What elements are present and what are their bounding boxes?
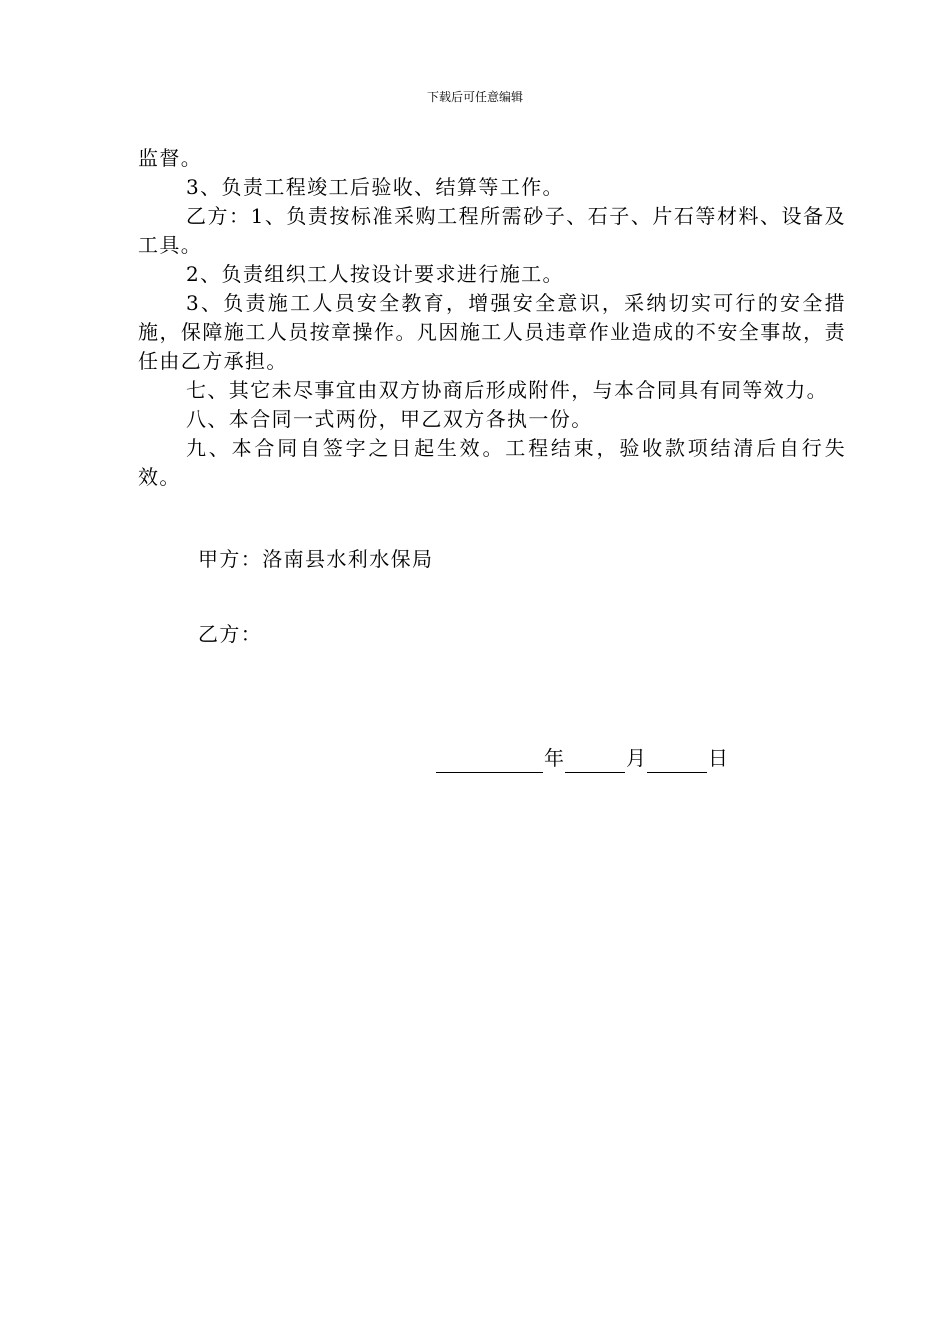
- month-label: 月: [626, 746, 646, 770]
- party-a-signature: 甲方：洛南县水利水保局: [198, 547, 434, 571]
- paragraph-6: 七、其它未尽事宜由双方协商后形成附件，与本合同具有同等效力。: [186, 378, 828, 402]
- day-blank: [647, 748, 707, 773]
- party-b-signature: 乙方：: [198, 622, 263, 646]
- paragraph-1: 监督。: [138, 146, 203, 170]
- paragraph-5: 3、负责施工人员安全教育，增强安全意识，采纳切实可行的安全措施，保障施工人员按章操作。凡因施工人员违章作业造成的不安全事故，责任由乙方承担。: [138, 291, 846, 373]
- day-label: 日: [708, 746, 728, 770]
- paragraph-7: 八、本合同一式两份，甲乙双方各执一份。: [186, 407, 593, 431]
- paragraph-8: 九、本合同自签字之日起生效。工程结束，验收款项结清后自行失效。: [138, 436, 846, 489]
- paragraph-4: 2、负责组织工人按设计要求进行施工。: [186, 262, 564, 286]
- year-blank: [436, 748, 543, 773]
- contract-body: [138, 144, 846, 492]
- date-line: [436, 744, 729, 773]
- month-blank: [565, 748, 625, 773]
- paragraph-3: 乙方：1、负责按标准采购工程所需砂子、石子、片石等材料、设备及工具。: [138, 204, 846, 257]
- year-label: 年: [544, 746, 564, 770]
- paragraph-2: 3、负责工程竣工后验收、结算等工作。: [186, 175, 564, 199]
- page-header: 下载后可任意编辑: [426, 90, 523, 104]
